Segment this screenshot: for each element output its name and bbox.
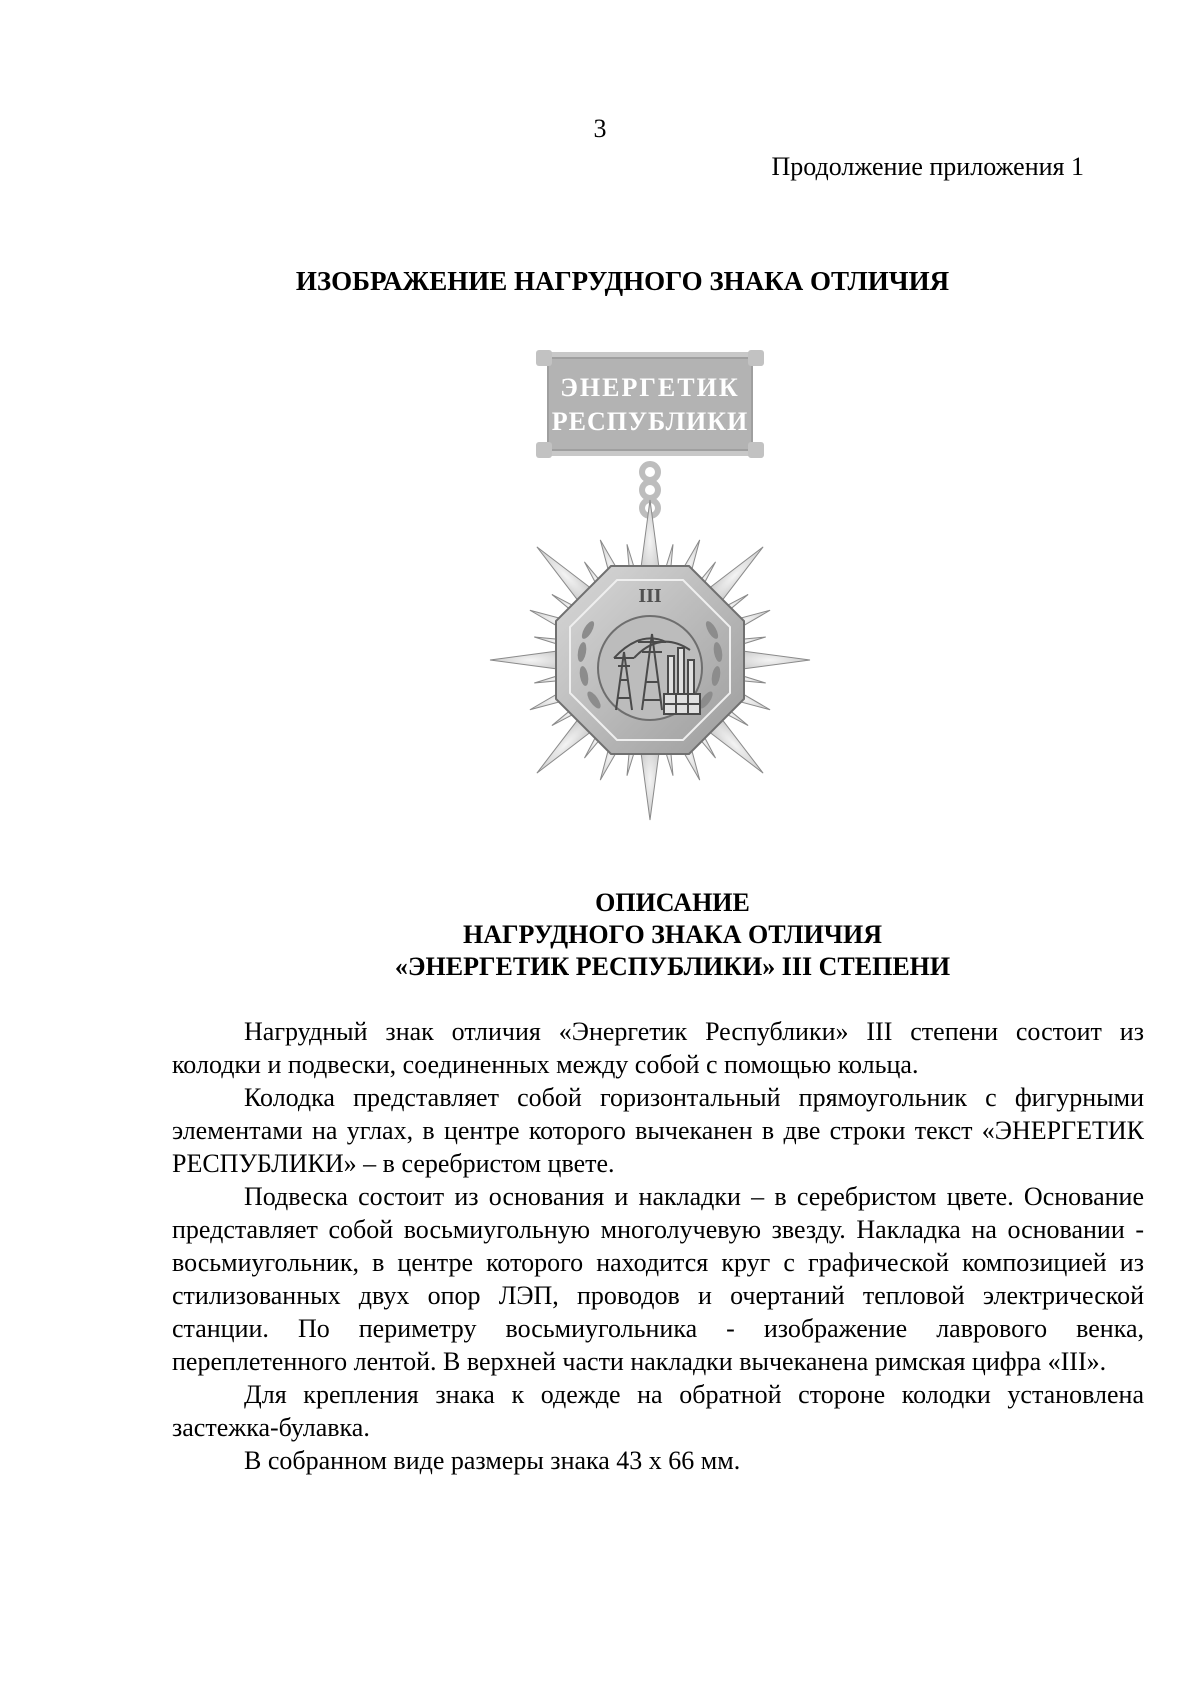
paragraph: В собранном виде размеры знака 43 х 66 мм.	[244, 1446, 741, 1475]
page-number: 3	[593, 114, 607, 143]
paragraph: Для крепления знака к одежде на обратной стороне колодки установлена застежка-булавка.	[172, 1380, 1144, 1442]
ribbon-bar-text-line2: РЕСПУБЛИКИ	[551, 407, 749, 436]
description-title-line3: «ЭНЕРГЕТИК РЕСПУБЛИКИ» III СТЕПЕНИ	[394, 952, 951, 981]
paragraph: Нагрудный знак отличия «Энергетик Республики» III степени состоит из колодки и подвески, соединенных между собой с помощью кольца.	[172, 1017, 1144, 1079]
ribbon-bar-text-line1: ЭНЕРГЕТИК	[560, 373, 740, 402]
badge-image	[480, 348, 820, 828]
appendix-continuation-label: Продолжение приложения 1	[771, 152, 1084, 181]
paragraph: Подвеска состоит из основания и накладки – в серебристом цвете. Основание представляет собой восьмиугольную многолучевую звезду. Накладка на основании - восьмиугольник, в центре которого находится круг с графической композицией из стилизованных двух опор ЛЭП, проводов и очертаний тепловой электрической станции. По периметру восьмиугольника - изображение лаврового венка, переплетенного лентой. В верхней части накладки вычеканена римская цифра «III».	[172, 1182, 1144, 1376]
description-title-line2: НАГРУДНОГО ЗНАКА ОТЛИЧИЯ	[463, 920, 882, 949]
star-base	[490, 500, 810, 820]
roman-numeral: III	[638, 585, 662, 607]
image-heading: ИЗОБРАЖЕНИЕ НАГРУДНОГО ЗНАКА ОТЛИЧИЯ	[295, 266, 950, 296]
description-title	[0, 887, 1200, 983]
description-body	[172, 1015, 1144, 1477]
description-title-line1: ОПИСАНИЕ	[595, 888, 750, 917]
ribbon-bar	[536, 350, 764, 458]
paragraph: Колодка представляет собой горизонтальный прямоугольник с фигурными элементами на углах, в центре которого вычеканен в две строки текст «ЭНЕРГЕТИК РЕСПУБЛИКИ» – в серебристом цвете.	[172, 1083, 1144, 1178]
